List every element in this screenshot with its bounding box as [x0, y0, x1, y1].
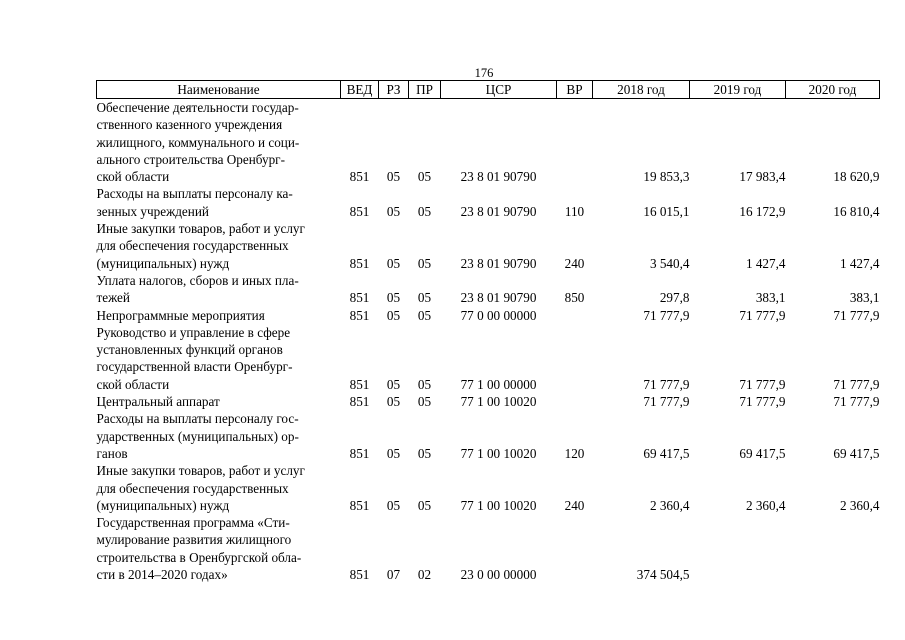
header-ved: ВЕД: [341, 81, 379, 99]
name-line: государственной власти Оренбург-: [96, 359, 293, 375]
cell-csr: 77 1 00 10020: [460, 394, 537, 410]
cell-2018: 19 853,3: [643, 169, 690, 185]
page-number: 176: [474, 66, 494, 80]
header-csr: ЦСР: [441, 81, 557, 99]
cell-2020: 383,1: [849, 290, 880, 306]
cell-csr: 23 8 01 90790: [460, 169, 537, 185]
cell-ved: 851: [349, 376, 370, 392]
cell-2019: 2 360,4: [745, 497, 786, 513]
name-line: мулирование развития жилищного: [96, 532, 292, 548]
cell-2018: 3 540,4: [649, 255, 690, 271]
cell-name: [97, 220, 341, 272]
cell-name: [97, 393, 341, 410]
cell-rz: 05: [386, 497, 401, 513]
cell-2019: 16 172,9: [739, 203, 786, 219]
cell-name: [97, 307, 341, 324]
header-pr: ПР: [409, 81, 441, 99]
table-row: [97, 99, 880, 186]
cell-ved: 851: [349, 497, 370, 513]
cell-pr: 05: [417, 169, 432, 185]
cell-rz: 05: [386, 290, 401, 306]
name-line: ской области: [96, 169, 170, 185]
cell-2019: 69 417,5: [739, 445, 786, 461]
cell-rz: 05: [386, 203, 401, 219]
name-line: (муниципальных) нужд: [96, 255, 230, 271]
cell-name: [97, 514, 341, 583]
cell-name: [97, 185, 341, 220]
cell-vr: [557, 99, 593, 186]
name-line: для обеспечения государственных: [96, 238, 289, 254]
budget-table: [96, 80, 880, 583]
cell-ved: 851: [349, 255, 370, 271]
cell-ved: 851: [349, 307, 370, 323]
cell-csr: 23 8 01 90790: [460, 255, 537, 271]
cell-2019: 71 777,9: [739, 307, 786, 323]
cell-ved: 851: [349, 169, 370, 185]
name-line: Государственная программа «Сти-: [96, 515, 290, 531]
cell-pr: 05: [417, 255, 432, 271]
cell-2018: 71 777,9: [643, 376, 690, 392]
name-line: ального строительства Оренбург-: [96, 151, 285, 167]
name-line: для обеспечения государственных: [96, 480, 289, 496]
name-line: сти в 2014–2020 годах»: [96, 567, 228, 583]
name-line: ской области: [96, 376, 170, 392]
cell-rz: 07: [386, 567, 401, 583]
cell-2019: 71 777,9: [739, 376, 786, 392]
header-2020: 2020 год: [786, 81, 880, 99]
cell-vr: 110: [564, 203, 585, 219]
name-line: Расходы на выплаты персоналу гос-: [96, 411, 299, 427]
name-line: установленных функций органов: [96, 342, 283, 358]
cell-rz: 05: [386, 169, 401, 185]
name-line: жилищного, коммунального и соци-: [96, 134, 300, 150]
cell-vr: 240: [564, 497, 585, 513]
table-row: [97, 514, 880, 583]
cell-pr: 05: [417, 203, 432, 219]
name-line: ганов: [96, 445, 128, 461]
cell-2018: 69 417,5: [643, 445, 690, 461]
header-2019: 2019 год: [690, 81, 786, 99]
cell-rz: 05: [386, 445, 401, 461]
name-line: Непрограммные мероприятия: [96, 307, 265, 323]
cell-rz: 05: [386, 307, 401, 323]
cell-vr: 850: [564, 290, 585, 306]
cell-name: [97, 99, 341, 186]
cell-name: [97, 410, 341, 462]
name-line: Обеспечение деятельности государ-: [96, 100, 299, 115]
cell-csr: 77 1 00 00000: [460, 376, 537, 392]
cell-csr: 77 1 00 10020: [460, 497, 537, 513]
cell-2018: 374 504,5: [636, 567, 690, 583]
cell-vr: 120: [564, 445, 585, 461]
cell-csr: 23 8 01 90790: [460, 203, 537, 219]
table-row: [97, 307, 880, 324]
name-line: Уплата налогов, сборов и иных пла-: [96, 272, 299, 288]
header-name: Наименование: [97, 81, 341, 99]
table-body: [97, 99, 880, 584]
cell-2019: [690, 514, 786, 583]
name-line: ударственных (муниципальных) ор-: [96, 428, 299, 444]
cell-name: [97, 462, 341, 514]
name-line: (муниципальных) нужд: [96, 497, 230, 513]
cell-csr: 77 1 00 10020: [460, 445, 537, 461]
cell-pr: 02: [417, 567, 432, 583]
cell-pr: 05: [417, 307, 432, 323]
cell-2019: 71 777,9: [739, 394, 786, 410]
header-rz: РЗ: [379, 81, 409, 99]
cell-2020: 71 777,9: [833, 307, 880, 323]
cell-name: [97, 272, 341, 307]
table-header-row: [97, 81, 880, 99]
cell-vr: [557, 324, 593, 393]
name-line: Центральный аппарат: [96, 394, 220, 410]
header-2018: 2018 год: [593, 81, 690, 99]
cell-2020: 71 777,9: [833, 376, 880, 392]
name-line: строительства в Оренбургской обла-: [96, 549, 302, 565]
cell-rz: 05: [386, 255, 401, 271]
cell-rz: 05: [386, 376, 401, 392]
cell-2019: 383,1: [755, 290, 786, 306]
cell-2018: 16 015,1: [643, 203, 690, 219]
cell-ved: 851: [349, 203, 370, 219]
cell-2018: 2 360,4: [649, 497, 690, 513]
table-row: [97, 272, 880, 307]
cell-ved: 851: [349, 394, 370, 410]
table-row: [97, 410, 880, 462]
cell-rz: 05: [386, 394, 401, 410]
cell-vr: 240: [564, 255, 585, 271]
header-vr: ВР: [557, 81, 593, 99]
cell-2019: 1 427,4: [745, 255, 786, 271]
name-line: зенных учреждений: [96, 203, 209, 219]
cell-pr: 05: [417, 445, 432, 461]
cell-2020: 18 620,9: [833, 169, 880, 185]
table-row: [97, 462, 880, 514]
cell-ved: 851: [349, 445, 370, 461]
name-line: тежей: [96, 290, 130, 306]
cell-2020: 71 777,9: [833, 394, 880, 410]
cell-2020: 1 427,4: [839, 255, 880, 271]
name-line: Иные закупки товаров, работ и услуг: [96, 463, 305, 479]
cell-2019: 17 983,4: [739, 169, 786, 185]
cell-pr: 05: [417, 290, 432, 306]
cell-csr: 23 0 00 00000: [460, 567, 537, 583]
cell-pr: 05: [417, 497, 432, 513]
cell-vr: [557, 393, 593, 410]
cell-2018: 297,8: [659, 290, 690, 306]
table-row: [97, 393, 880, 410]
cell-2020: 16 810,4: [833, 203, 880, 219]
cell-pr: 05: [417, 376, 432, 392]
cell-csr: 23 8 01 90790: [460, 290, 537, 306]
cell-pr: 05: [417, 394, 432, 410]
name-line: Расходы на выплаты персоналу ка-: [96, 186, 293, 202]
cell-ved: 851: [349, 567, 370, 583]
name-line: Иные закупки товаров, работ и услуг: [96, 221, 305, 237]
table-row: [97, 185, 880, 220]
cell-2018: 71 777,9: [643, 394, 690, 410]
table-row: [97, 220, 880, 272]
name-line: Руководство и управление в сфере: [96, 324, 291, 340]
name-line: ственного казенного учреждения: [96, 117, 283, 133]
cell-vr: [557, 514, 593, 583]
cell-vr: [557, 307, 593, 324]
cell-2020: [786, 514, 880, 583]
cell-name: [97, 324, 341, 393]
cell-2020: 2 360,4: [839, 497, 880, 513]
cell-csr: 77 0 00 00000: [460, 307, 537, 323]
cell-2018: 71 777,9: [643, 307, 690, 323]
cell-ved: 851: [349, 290, 370, 306]
table-row: [97, 324, 880, 393]
cell-2020: 69 417,5: [833, 445, 880, 461]
